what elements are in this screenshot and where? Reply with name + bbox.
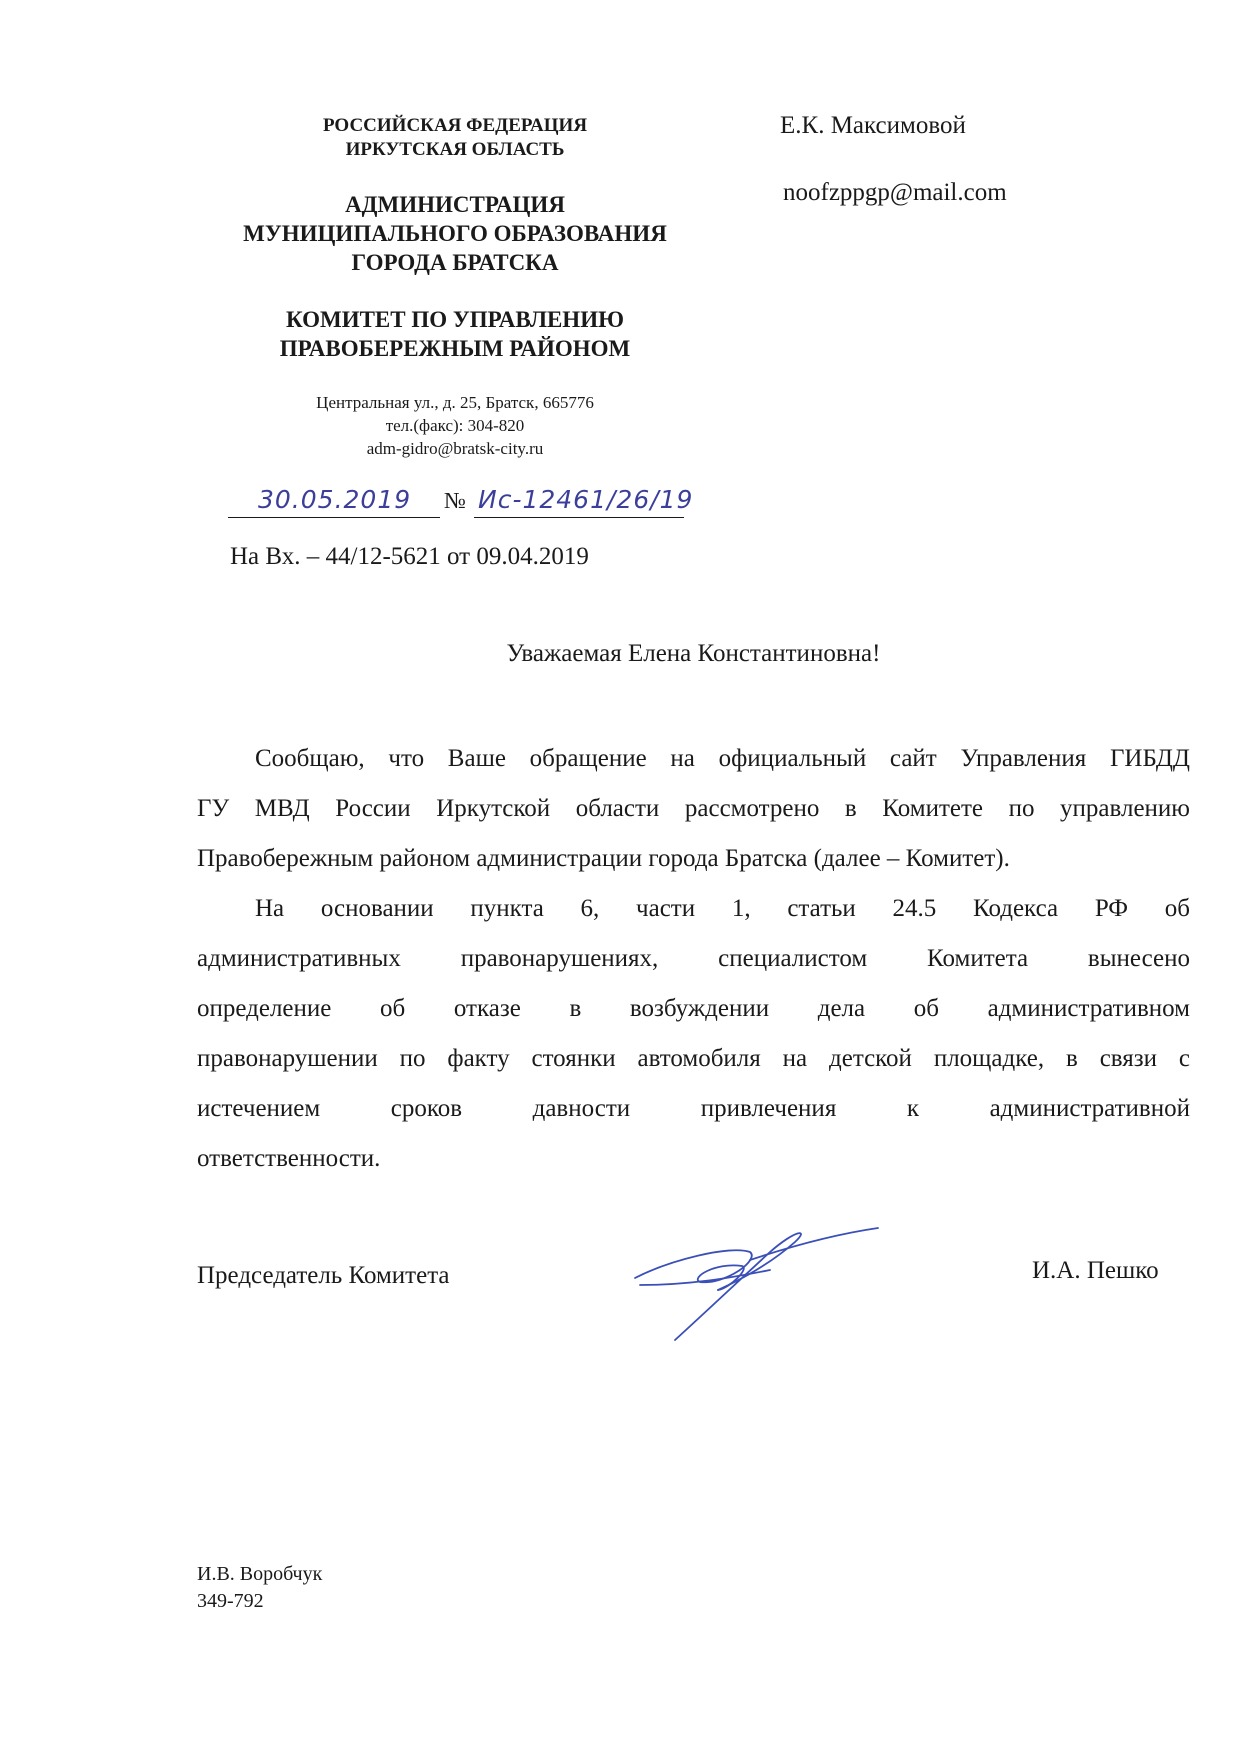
number-sign: № — [444, 488, 466, 513]
recipient-name: Е.К. Максимовой — [780, 112, 966, 139]
paragraph1-line1: Сообщаю, что Ваше обращение на официальный сайт Управления ГИБДД — [255, 745, 1190, 772]
paragraph2-line4: правонарушении по факту стоянки автомобиля на детской площадке, в связи с — [197, 1045, 1190, 1072]
paragraph1-line2: ГУ МВД России Иркутской области рассмотрено в Комитете по управлению — [197, 795, 1190, 822]
paragraph2-line2: административных правонарушениях, специалистом Комитета вынесено — [197, 945, 1190, 972]
header-admin-line3: ГОРОДА БРАТСКА — [351, 250, 559, 275]
number-underline — [474, 517, 684, 518]
paragraph2-line5: истечением сроков давности привлечения к административной — [197, 1095, 1190, 1122]
header-phone: тел.(факс): 304-820 — [385, 416, 525, 435]
paragraph2-line1: На основании пункта 6, части 1, статьи 24.5 Кодекса РФ об — [255, 895, 1190, 922]
date-underline — [228, 517, 440, 518]
recipient-email: noofzppgp@mail.com — [783, 179, 1007, 206]
paragraph2-line3: определение об отказе в возбуждении дела об административном — [197, 995, 1190, 1022]
signatory-name: И.А. Пешко — [1032, 1257, 1159, 1284]
registration-date: 30.05.2019 — [258, 485, 412, 514]
paragraph1-line3: Правобережным районом администрации города Братска (далее – Комитет). — [197, 845, 1010, 872]
header-country: РОССИЙСКАЯ ФЕДЕРАЦИЯ — [322, 115, 588, 136]
handwritten-signature — [630, 1190, 880, 1350]
executor-name: И.В. Воробчук — [197, 1563, 323, 1585]
header-region: ИРКУТСКАЯ ОБЛАСТЬ — [345, 139, 565, 160]
header-email: adm-gidro@bratsk-city.ru — [366, 439, 544, 458]
header-admin-line1: АДМИНИСТРАЦИЯ — [345, 192, 565, 217]
header-address: Центральная ул., д. 25, Братск, 665776 — [316, 393, 594, 412]
signatory-position: Председатель Комитета — [197, 1262, 450, 1289]
registration-number: Ис-12461/26/19 — [478, 485, 694, 514]
salutation: Уважаемая Елена Константиновна! — [506, 640, 881, 667]
incoming-reference: На Вх. – 44/12-5621 от 09.04.2019 — [230, 543, 589, 570]
header-admin-line2: МУНИЦИПАЛЬНОГО ОБРАЗОВАНИЯ — [243, 221, 667, 246]
paragraph2-line6: ответственности. — [197, 1145, 381, 1172]
header-committee-line2: ПРАВОБЕРЕЖНЫМ РАЙОНОМ — [279, 336, 631, 361]
executor-phone: 349-792 — [197, 1590, 264, 1612]
header-committee-line1: КОМИТЕТ ПО УПРАВЛЕНИЮ — [285, 307, 624, 332]
